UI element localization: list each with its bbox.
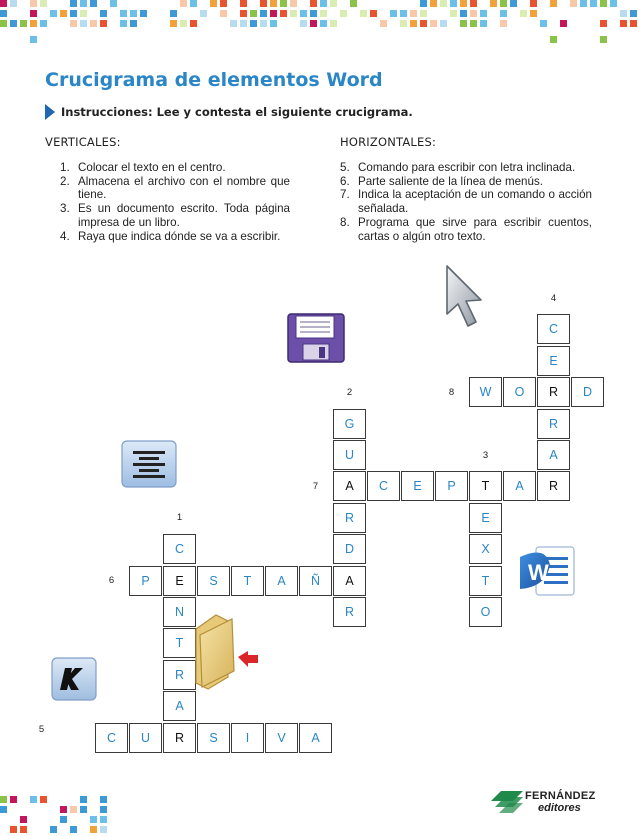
crossword-cell: W bbox=[469, 377, 502, 407]
crossword-cell: C bbox=[537, 314, 570, 344]
clue-number: 8 bbox=[448, 386, 455, 398]
clue-number: 3 bbox=[482, 449, 489, 461]
clue-horizontal-6: 6. Parte saliente de la línea de menús. bbox=[340, 174, 543, 188]
crossword-cell: E bbox=[163, 566, 196, 596]
crossword-cell: T bbox=[469, 566, 502, 596]
clue-horizontal-7: 7. Indica la aceptación de un comando o acción señalada. bbox=[340, 188, 592, 216]
crossword-cell: P bbox=[129, 566, 162, 596]
crossword-cell: S bbox=[197, 723, 230, 753]
crossword-cell: E bbox=[401, 471, 434, 501]
crossword-cell: R bbox=[333, 597, 366, 627]
crossword-cell: E bbox=[537, 346, 570, 376]
crossword-cell: D bbox=[571, 377, 604, 407]
clue-vertical-2: 2. Almacena el archivo con el nombre que tiene. bbox=[60, 174, 290, 202]
crossword-cell: C bbox=[163, 534, 196, 564]
clue-vertical-3: 3. Es un documento escrito. Toda página impresa de un libro. bbox=[60, 202, 290, 229]
save-disk-icon bbox=[286, 312, 346, 364]
italic-icon bbox=[51, 657, 97, 701]
crossword-cell: A bbox=[163, 691, 196, 721]
clue-horizontal-5: 5. Comando para escribir con letra inclinada. bbox=[340, 161, 576, 174]
clue-number: 1 bbox=[176, 512, 183, 524]
clue-number: 4 bbox=[550, 292, 557, 304]
crossword-cell: Ñ bbox=[299, 566, 332, 596]
crossword-cell: R bbox=[537, 409, 570, 439]
page-title: Crucigrama de elementos Word bbox=[45, 69, 383, 91]
crossword-cell: G bbox=[333, 409, 366, 439]
crossword-cell: R bbox=[333, 503, 366, 533]
instructions-text: Instrucciones: Lee y contesta el siguiente crucigrama. bbox=[61, 105, 413, 119]
publisher-sub: editores bbox=[538, 802, 581, 814]
crossword-cell: R bbox=[537, 377, 570, 407]
clue-number: 5 bbox=[38, 723, 45, 735]
crossword-cell: U bbox=[129, 723, 162, 753]
crossword-cell: S bbox=[197, 566, 230, 596]
horizontales-heading: HORIZONTALES: bbox=[340, 135, 437, 149]
crossword-cell: T bbox=[469, 471, 502, 501]
folder-icon bbox=[188, 611, 262, 691]
crossword-cell: C bbox=[367, 471, 400, 501]
instruction-arrow-icon bbox=[45, 104, 55, 120]
crossword-cell: C bbox=[95, 723, 128, 753]
clue-number: 7 bbox=[312, 480, 319, 492]
crossword-cell: T bbox=[163, 628, 196, 658]
crossword-cell: I bbox=[231, 723, 264, 753]
crossword-cell: A bbox=[333, 566, 366, 596]
crossword-cell: A bbox=[265, 566, 298, 596]
crossword-cell: R bbox=[163, 660, 196, 690]
crossword-cell: O bbox=[469, 597, 502, 627]
crossword-cell: A bbox=[537, 440, 570, 470]
crossword-cell: V bbox=[265, 723, 298, 753]
crossword-cell: R bbox=[163, 723, 196, 753]
horizontales-list bbox=[340, 161, 592, 243]
crossword-cell: U bbox=[333, 440, 366, 470]
clue-number: 6 bbox=[108, 575, 115, 587]
crossword-cell: T bbox=[231, 566, 264, 596]
pointer-cursor-icon bbox=[441, 262, 487, 332]
clue-number: 2 bbox=[346, 386, 353, 398]
instructions bbox=[45, 104, 413, 120]
verticales-heading: VERTICALES: bbox=[45, 135, 121, 149]
clue-vertical-4: 4. Raya que indica dónde se va a escribir. bbox=[60, 229, 281, 243]
crossword-cell: A bbox=[503, 471, 536, 501]
crossword-cell: A bbox=[333, 471, 366, 501]
crossword-cell: N bbox=[163, 597, 196, 627]
crossword-cell: A bbox=[299, 723, 332, 753]
publisher-name: FERNÁNDEZ bbox=[525, 790, 596, 802]
verticales-list bbox=[60, 161, 290, 243]
clue-horizontal-8: 8. Programa que sirve para escribir cuentos, cartas o algún otro texto. bbox=[340, 215, 592, 243]
svg-text:W: W bbox=[528, 560, 549, 585]
crossword-cell: P bbox=[435, 471, 468, 501]
crossword-cell: R bbox=[537, 471, 570, 501]
word-app-icon bbox=[516, 543, 578, 601]
align-center-icon bbox=[121, 440, 177, 488]
crossword-cell: O bbox=[503, 377, 536, 407]
crossword-cell: X bbox=[469, 534, 502, 564]
clue-vertical-1: 1. Colocar el texto en el centro. bbox=[60, 161, 226, 174]
crossword-cell: E bbox=[469, 503, 502, 533]
crossword-cell: D bbox=[333, 534, 366, 564]
